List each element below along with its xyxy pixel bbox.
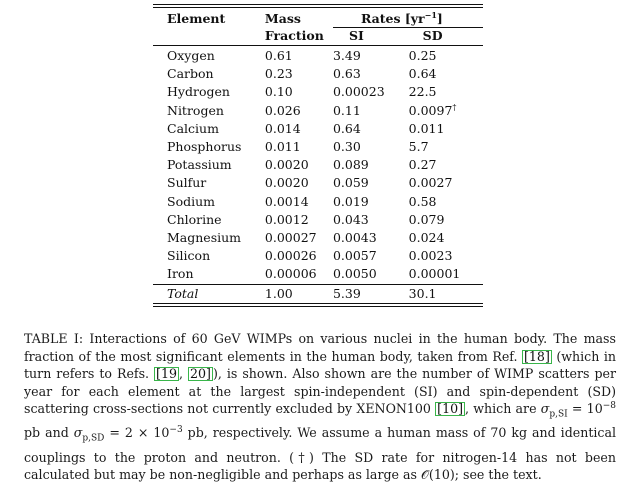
si-rate-cell: 3.49 xyxy=(332,48,361,63)
table-header-row-2 xyxy=(153,27,483,46)
table-container xyxy=(153,4,483,307)
rates-exp: −1 xyxy=(424,9,437,20)
element-cell: Iron xyxy=(167,266,194,282)
mass-fraction-cell: 0.011 xyxy=(264,139,301,155)
table-row xyxy=(153,120,483,138)
header-element: Element xyxy=(167,11,226,26)
mass-fraction-cell: 0.014 xyxy=(264,120,301,136)
mass-fraction-cell: 0.00026 xyxy=(264,248,317,264)
mass-fraction-cell: 0.026 xyxy=(264,102,301,118)
element-cell: Potassium xyxy=(167,157,232,173)
order-notation: 𝒪(10) xyxy=(420,467,455,483)
si-rate-cell: 0.00023 xyxy=(332,84,385,100)
element-cell: Calcium xyxy=(167,120,219,136)
header-rates-text xyxy=(361,10,443,27)
si-rate-cell: 0.089 xyxy=(332,157,369,173)
element-cell: Hydrogen xyxy=(167,84,230,100)
table-bottom-rule xyxy=(153,303,483,304)
sigma-si: $\sigma_{p,SI}$ xyxy=(540,401,568,420)
table-row xyxy=(153,138,483,156)
mass-fraction-cell: 0.10 xyxy=(264,84,293,100)
table-caption: TABLE I: Interactions of 60 GeV WIMPs on various nuclei in the human body. The mass fraction of the most significant elements in the human body, taken from Ref. [18] (which in turn refers to Refs. [19 , 20] ), is shown. Also shown are the number of WIMP scatters per year for each element at the largest spin-independent (SI) and spin-dependent (SD) scattering cross-sections not currently excluded by XENON100 [10] , which are $\sigma_{p,SI} = 10^{-8}$ pb and $\sigma_{p,SD} = 2 \times 10^{-3}$ pb, respectively. We assume a human mass of 70 kg and identical couplings to the proton and neutron. (†) The SD rate for nitrogen-14 has not been calculated but may be non-negligible and perhaps as large as 𝒪(10); see the text. xyxy=(24,331,617,483)
si-rate-cell: 0.30 xyxy=(332,139,361,155)
table-bottom-rule-2 xyxy=(153,306,483,307)
mass-fraction-cell: 0.00027 xyxy=(264,230,317,246)
header-fraction: Fraction xyxy=(264,28,324,43)
sd-rate-cell: 0.64 xyxy=(408,66,437,82)
total-mass-fraction: 1.00 xyxy=(265,284,333,303)
sd-rate-cell: 5.7 xyxy=(408,139,429,155)
header-mass: Mass xyxy=(264,11,301,26)
mass-fraction-cell: 0.00006 xyxy=(264,266,317,282)
total-sd: 30.1 xyxy=(409,284,483,303)
header-rates xyxy=(333,8,483,27)
sd-rate-cell: 0.0023 xyxy=(408,248,453,264)
sd-rate-cell: 0.00001 xyxy=(408,266,461,282)
table-row xyxy=(153,156,483,174)
mass-fraction-cell: 0.0012 xyxy=(264,211,309,227)
table-row xyxy=(153,193,483,211)
sd-rate-cell: 0.011 xyxy=(408,120,445,136)
total-label: Total xyxy=(153,284,265,303)
si-rate-cell: 0.019 xyxy=(332,193,369,209)
dagger-mark: † xyxy=(452,102,457,112)
si-rate-cell: 0.0043 xyxy=(332,230,377,246)
table-row xyxy=(153,102,483,120)
sd-rate-cell: 0.27 xyxy=(408,157,437,173)
element-cell: Sodium xyxy=(167,193,215,209)
element-cell: Phosphorus xyxy=(167,139,242,155)
sd-rate-cell: 0.0027 xyxy=(408,175,453,191)
si-rate-cell: 0.043 xyxy=(332,211,369,227)
table-row xyxy=(153,65,483,83)
total-row xyxy=(153,284,483,303)
header-si: SI xyxy=(348,28,364,43)
table-row xyxy=(153,47,483,65)
si-rate-cell: 0.0057 xyxy=(332,248,377,264)
table-row xyxy=(153,83,483,101)
element-cell: Magnesium xyxy=(167,230,242,246)
element-cell: Carbon xyxy=(167,66,214,82)
citation-link-19[interactable]: [19 xyxy=(156,366,177,382)
citation-link-18[interactable]: [18] xyxy=(524,348,550,364)
sd-rate-cell: 0.25 xyxy=(408,48,437,63)
citation-link-20[interactable]: 20] xyxy=(190,366,211,382)
table-row xyxy=(153,265,483,284)
rates-prefix: Rates [yr xyxy=(360,11,425,26)
si-rate-cell: 0.64 xyxy=(332,120,361,136)
sd-rate-cell: 0.0097† xyxy=(408,102,457,118)
sd-rate-cell: 22.5 xyxy=(408,84,437,100)
mass-fraction-cell: 0.0020 xyxy=(264,157,309,173)
sd-rate-cell: 0.58 xyxy=(408,193,437,209)
citation-link-10[interactable]: [10] xyxy=(437,401,464,417)
mass-fraction-cell: 0.23 xyxy=(264,66,293,82)
mass-fraction-cell: 0.0014 xyxy=(264,193,309,209)
total-si: 5.39 xyxy=(333,284,409,303)
sigma-sd: $\sigma_{p,SD}$ xyxy=(73,425,105,444)
header-sd: SD xyxy=(422,28,443,43)
table-row xyxy=(153,247,483,265)
sd-rate-cell: 0.079 xyxy=(408,211,445,227)
rates-suffix: ] xyxy=(436,11,443,26)
table-row xyxy=(153,174,483,192)
mass-fraction-cell: 0.61 xyxy=(264,48,293,63)
caption-label: TABLE I: xyxy=(24,331,84,346)
element-rates-table xyxy=(153,8,483,304)
element-cell: Chlorine xyxy=(167,211,222,227)
table-body xyxy=(153,47,483,284)
table-header-row-1 xyxy=(153,8,483,27)
element-cell: Sulfur xyxy=(167,175,207,191)
si-rate-cell: 0.63 xyxy=(332,66,361,82)
mass-fraction-cell: 0.0020 xyxy=(264,175,309,191)
element-cell: Nitrogen xyxy=(167,102,224,118)
si-rate-cell: 0.11 xyxy=(332,102,361,118)
table-row xyxy=(153,229,483,247)
si-rate-cell: 0.0050 xyxy=(332,266,377,282)
table-row xyxy=(153,211,483,229)
element-cell: Oxygen xyxy=(167,48,215,63)
sd-rate-cell: 0.024 xyxy=(408,230,445,246)
rates-underline xyxy=(333,27,483,28)
element-cell: Silicon xyxy=(167,248,211,264)
table-top-rule xyxy=(153,4,483,5)
si-rate-cell: 0.059 xyxy=(332,175,369,191)
